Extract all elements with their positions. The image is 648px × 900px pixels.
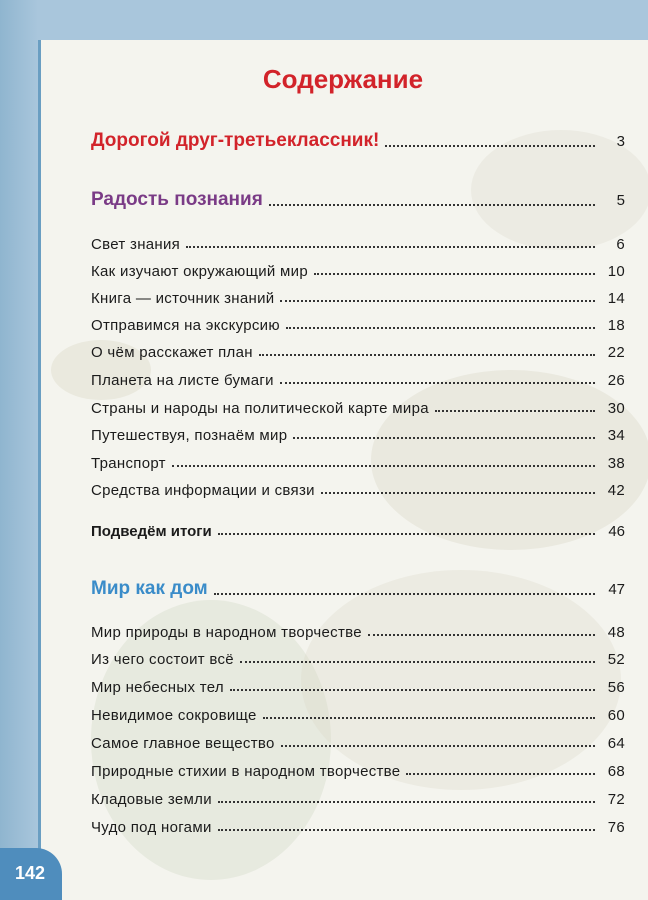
toc-section-label: Радость познания (91, 189, 263, 210)
toc-page-number: 5 (616, 192, 625, 209)
leader-dots (218, 799, 595, 803)
toc-entry-label: Кладовые земли (91, 791, 212, 808)
leader-dots (286, 325, 595, 329)
toc-entry[interactable] (91, 735, 625, 752)
toc-page-number: 30 (607, 400, 625, 417)
toc-entry[interactable] (91, 317, 625, 334)
toc-entry-intro[interactable] (91, 130, 625, 152)
leader-dots (368, 632, 595, 636)
toc-page-number: 46 (608, 523, 625, 540)
toc-entry-label: Свет знания (91, 236, 181, 253)
toc-entry-label: Из чего состоит всё (91, 651, 234, 668)
toc-entry[interactable] (91, 236, 625, 253)
page-title: Содержание (262, 64, 424, 94)
toc-page-number: 26 (607, 372, 625, 389)
toc-page-number: 38 (607, 455, 625, 472)
top-margin-band (0, 0, 648, 40)
toc-entry[interactable] (91, 624, 625, 641)
leader-dots (230, 687, 595, 691)
leader-dots (280, 298, 595, 302)
toc-entry[interactable] (91, 819, 625, 836)
toc-page-number: 64 (607, 735, 625, 752)
toc-entry[interactable] (91, 400, 625, 417)
leader-dots (406, 771, 595, 775)
toc-entry-label: Чудо под ногами (91, 819, 212, 836)
toc-page-number: 22 (607, 344, 625, 361)
leader-dots (218, 531, 595, 535)
toc-page-number: 34 (607, 427, 625, 444)
leader-dots (263, 715, 595, 719)
leader-dots (240, 659, 595, 663)
leader-dots (172, 463, 595, 467)
toc-entry[interactable] (91, 455, 625, 472)
toc-entry-label: Как изучают окружающий мир (91, 263, 308, 280)
toc-page-number: 14 (607, 290, 625, 307)
leader-dots (435, 408, 595, 412)
toc-entry[interactable] (91, 791, 625, 808)
toc-entry-label: Книга — источник знаний (91, 290, 275, 307)
toc-entry[interactable] (91, 372, 625, 389)
toc-section-1[interactable] (91, 189, 625, 211)
toc-entry-label: Подведём итоги (91, 523, 212, 540)
toc-page-number: 72 (607, 791, 625, 808)
toc-page-number: 10 (607, 263, 625, 280)
toc-entry-label: О чём расскажет план (91, 344, 253, 361)
toc-page-number: 3 (616, 133, 625, 150)
toc-entry-label: Природные стихии в народном творчестве (91, 763, 401, 780)
toc-entry-label: Невидимое сокровище (91, 707, 257, 724)
toc-section-2[interactable] (91, 578, 625, 600)
leader-dots (269, 202, 595, 206)
page-number: 142 (14, 863, 46, 883)
toc-entry[interactable] (91, 344, 625, 361)
toc-entry-label: Самое главное вещество (91, 735, 275, 752)
toc-page-number: 42 (607, 482, 625, 499)
toc-page-number: 6 (616, 236, 625, 253)
toc-entry[interactable] (91, 427, 625, 444)
toc-entry[interactable] (91, 263, 625, 280)
toc-entry[interactable] (91, 651, 625, 668)
leader-dots (186, 244, 595, 248)
toc-entry[interactable] (91, 707, 625, 724)
toc-entry[interactable] (91, 763, 625, 780)
toc-entry-summary[interactable] (91, 523, 625, 540)
toc-page-number: 52 (607, 651, 625, 668)
left-margin-band (0, 0, 38, 900)
leader-dots (281, 743, 595, 747)
leader-dots (321, 490, 595, 494)
toc-page-number: 18 (607, 317, 625, 334)
leader-dots (218, 827, 595, 831)
toc-page-number: 60 (607, 707, 625, 724)
leader-dots (280, 380, 595, 384)
toc-page-number: 48 (607, 624, 625, 641)
leader-dots (385, 143, 595, 147)
toc-entry-label: Путешествуя, познаём мир (91, 427, 288, 444)
toc-page-number: 56 (607, 679, 625, 696)
toc-entry[interactable] (91, 679, 625, 696)
toc-page-number: 76 (607, 819, 625, 836)
toc-entry-label: Мир небесных тел (91, 679, 224, 696)
leader-dots (293, 435, 595, 439)
toc-entry-label: Отправимся на экскурсию (91, 317, 280, 334)
toc-entry[interactable] (91, 482, 625, 499)
toc-entry-label: Планета на листе бумаги (91, 372, 274, 389)
toc-page-number: 68 (607, 763, 625, 780)
toc-entry-label: Транспорт (91, 455, 166, 472)
toc-page-number: 47 (608, 581, 625, 598)
toc-section-label: Мир как дом (91, 578, 208, 599)
leader-dots (314, 271, 595, 275)
toc-entry-label: Мир природы в народном творчестве (91, 624, 362, 641)
toc-entry-label: Дорогой друг-третьеклассник! (91, 130, 380, 151)
toc-entry-label: Страны и народы на политической карте мира (91, 400, 429, 417)
toc-entry-label: Средства информации и связи (91, 482, 315, 499)
toc-entry[interactable] (91, 290, 625, 307)
leader-dots (214, 591, 595, 595)
leader-dots (259, 352, 595, 356)
